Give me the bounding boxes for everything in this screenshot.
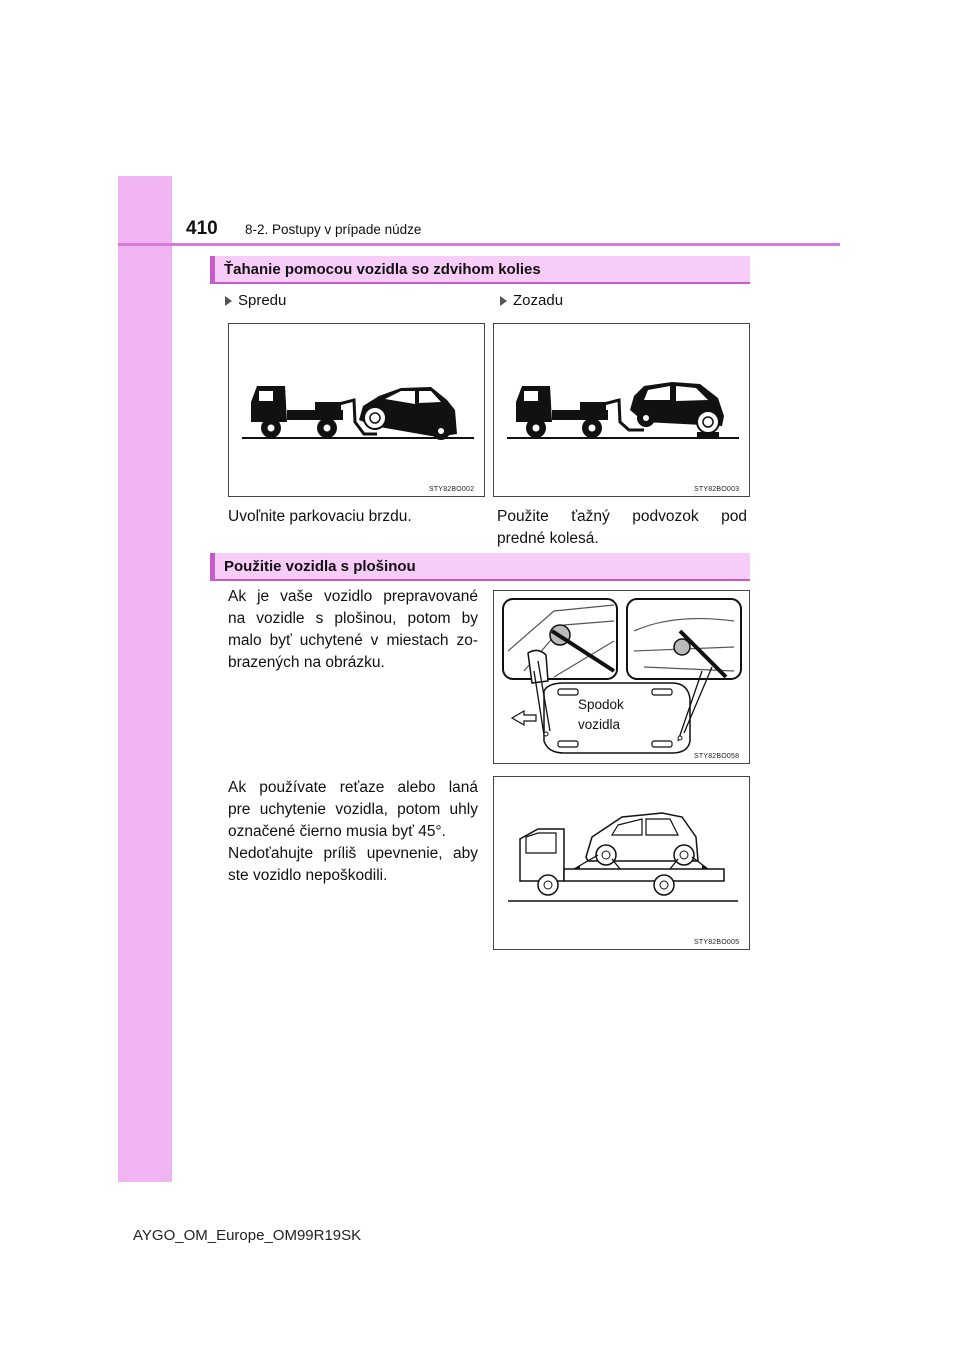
document-id: AYGO_OM_Europe_OM99R19SK (133, 1227, 362, 1244)
tie-down-drawing (494, 591, 751, 765)
figure-code: STY82BO005 (694, 939, 740, 946)
front-tow-drawing (229, 324, 486, 498)
figure-code: STY82BO002 (429, 486, 475, 493)
underbody-label-line1: Spodok (578, 697, 624, 712)
triangle-bullet-icon (225, 296, 232, 306)
page-number: 410 (186, 218, 218, 239)
header-divider (118, 243, 840, 246)
para1-line1: Ak je vaše vozidlo prepravované (228, 588, 478, 605)
front-label: Spredu (225, 292, 286, 309)
para3-line2: ste vozidlo nepoškodili. (228, 867, 388, 884)
para2-line3: označené čierno musia byť 45°. (228, 823, 446, 840)
section-heading-flatbed: Použitie vozidla s plošinou (210, 553, 750, 581)
figure-code: STY82BO003 (694, 486, 740, 493)
para1-line4: brazených na obrázku. (228, 654, 385, 671)
rear-label: Zozadu (500, 292, 563, 309)
underbody-label-line2: vozidla (578, 717, 621, 732)
rear-tow-illustration (493, 323, 750, 497)
section-title: 8-2. Postupy v prípade núdze (245, 222, 422, 237)
section-heading-wheel-lift: Ťahanie pomocou vozidla so zdvihom kolies (210, 256, 750, 284)
front-tow-illustration (228, 323, 485, 497)
flatbed-drawing (494, 777, 751, 951)
para1-line2: na vozidle s plošinou, potom by (228, 610, 478, 627)
side-color-band (118, 176, 172, 1182)
para1-line3: malo byť uchytené v miestach zo- (228, 632, 478, 649)
rear-caption-line1: Použite ťažný podvozok pod (497, 508, 747, 525)
figure-code: STY82BO058 (694, 753, 740, 760)
front-caption: Uvoľnite parkovaciu brzdu. (228, 508, 412, 525)
triangle-bullet-icon (500, 296, 507, 306)
para3-line1: Nedoťahujte príliš upevnenie, aby (228, 845, 478, 862)
para2-line2: pre uchytenie vozidla, potom uhly (228, 801, 478, 818)
para2-line1: Ak používate reťaze alebo laná (228, 779, 478, 796)
rear-caption-line2: predné kolesá. (497, 530, 599, 547)
flatbed-illustration (493, 776, 750, 950)
tie-down-points-illustration (493, 590, 750, 764)
rear-tow-drawing (494, 324, 751, 498)
